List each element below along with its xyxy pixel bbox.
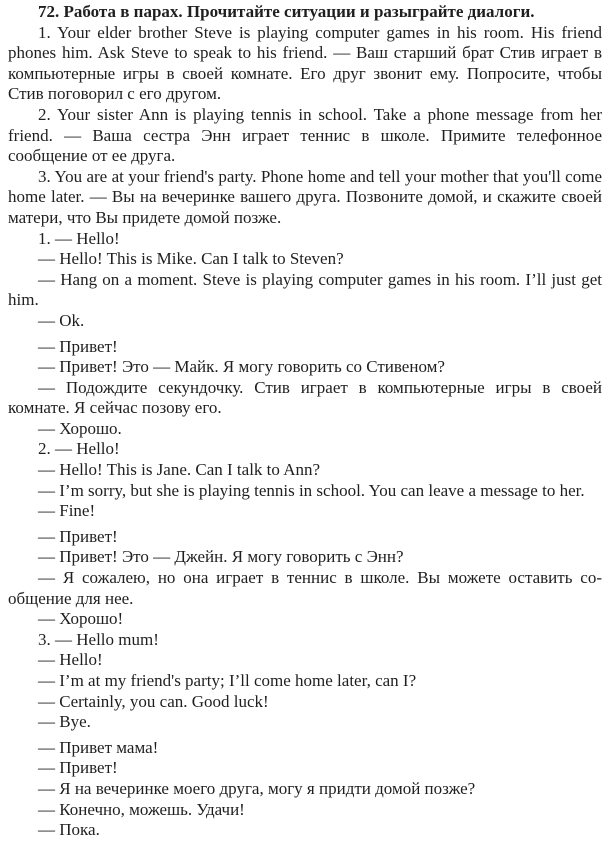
dialogue-1-english <box>8 229 602 332</box>
dialogue-3-en-line-3: — I’m at my friend's party; I’ll come home later, can I? <box>38 671 417 690</box>
dialogue-2-ru-line-1: — Привет! <box>38 526 118 546</box>
dialogue-1-russian <box>8 337 602 440</box>
dialogue-3-english <box>8 630 602 733</box>
dialogue-2-ru-line-4: — Хорошо! <box>38 609 124 629</box>
situation-paragraph-2: 2. Your sister Ann is playing tennis in school. Take a phone message from her friend. — Ваша сестра Энн играет теннис в школе. Примите телефонное сообщение от ее друга. <box>8 104 602 166</box>
dialogue-3-ru-line-3: — Я на вечеринке моего друга, могу я придти домой позже? <box>38 778 476 798</box>
dialogue-3-en-line-2: — Hello! <box>38 650 103 670</box>
situation-paragraph-3: 3. You are at your friend's party. Phone home and tell your mother that you'll come home later. — Вы на вечеринке вашего друга. Позвоните домой, и скажите своей матери, что Вы придете домой позже. <box>8 166 602 227</box>
dialogue-3-ru-line-5: — Пока. <box>38 820 100 840</box>
dialogue-1-ru-line-4: — Хорошо. <box>38 418 122 438</box>
dialogue-2-russian <box>8 527 602 630</box>
dialogue-2-en-line-1: 2. — Hello! <box>38 439 120 459</box>
dialogue-1-ru-line-3: — Подождите секундочку. Стив играет в компьютерные игры в своей комнате. Я сейчас позову его. <box>8 377 602 418</box>
dialogue-1-ru-line-2: — Привет! Это — Майк. Я могу говорить со Стивеном? <box>38 357 445 377</box>
dialogue-1-en-line-4: — Ok. <box>38 310 85 330</box>
dialogue-2-en-line-3: — I’m sorry, but she is playing tennis in school. You can leave a message to her. <box>38 480 585 500</box>
situation-paragraph-1: 1. Your elder brother Steve is playing computer games in his room. His friend phones him. Ask Steve to speak to his friend. — Ваш старший брат Стив играет в компьютерные игры в своей комнате. Его друг звонит ему. Попросите, чтобы Стив поговорил с его другом. <box>8 22 602 104</box>
dialogue-2-ru-line-3: — Я сожалею, но она играет в теннис в школе. Вы можете оставить сообщение для нее. <box>8 568 602 608</box>
dialogue-2-english <box>8 439 602 521</box>
dialogue-3-en-line-4: — Certainly, you can. Good luck! <box>38 691 269 711</box>
dialogue-3-ru-line-2: — Привет! <box>38 758 118 778</box>
dialogue-2-en-line-2: — Hello! This is Jane. Can I talk to Ann? <box>38 460 321 480</box>
dialogue-3-en-line-5: — Bye. <box>38 712 91 732</box>
exercise-heading: 72. Работа в парах. Прочитайте ситуации и разыграйте диалоги. <box>38 2 535 21</box>
dialogue-1-en-line-1: 1. — Hello! <box>38 228 120 248</box>
dialogue-1-en-line-3: — Hang on a moment. Steve is playing computer games in his room. I’ll just get him. <box>8 269 602 310</box>
dialogue-1-en-line-2: — Hello! This is Mike. Can I talk to Steven? <box>38 249 344 269</box>
dialogue-1-ru-line-1: — Привет! <box>38 336 118 356</box>
dialogue-3-ru-line-1: — Привет мама! <box>38 737 159 757</box>
dialogue-3-ru-line-4: — Конечно, можешь. Удачи! <box>38 799 245 819</box>
dialogue-3-russian <box>8 738 602 841</box>
dialogue-3-en-line-1: 3. — Hello mum! <box>38 629 159 649</box>
dialogue-2-ru-line-2: — Привет! Это — Джейн. Я могу говорить с Энн? <box>38 547 404 567</box>
dialogue-2-en-line-4: — Fine! <box>38 501 96 521</box>
